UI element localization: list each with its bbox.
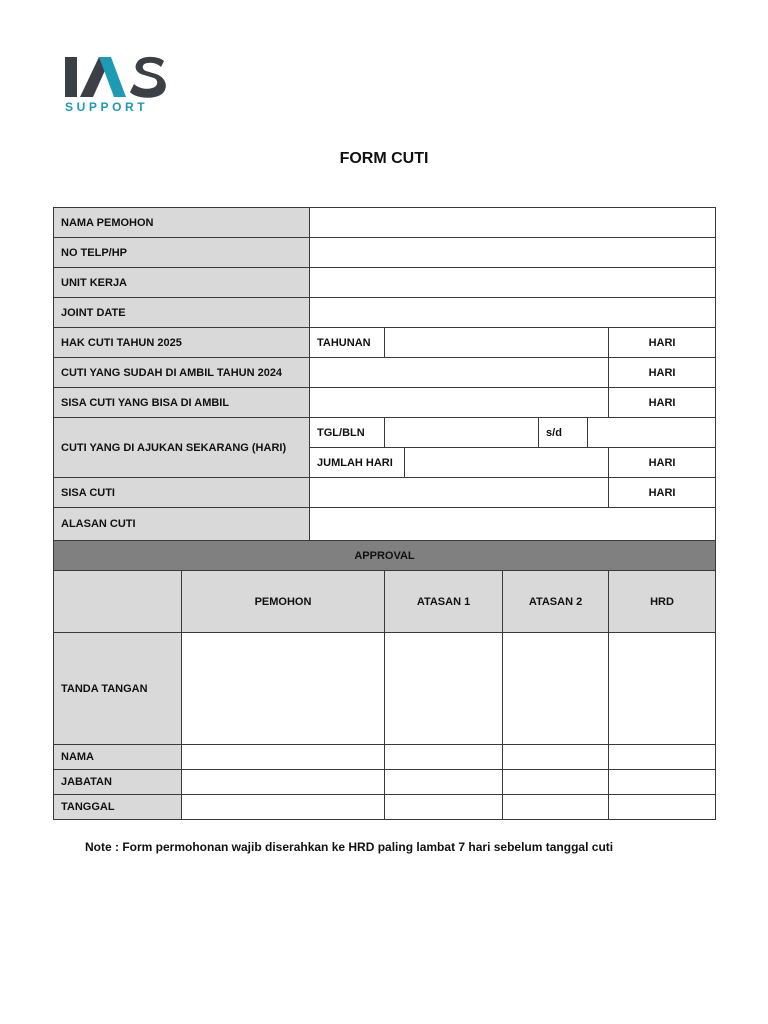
nama-atasan-2-cell[interactable] (503, 745, 609, 770)
label-sisa-bisa: SISA CUTI YANG BISA DI AMBIL (54, 388, 310, 418)
input-hak-cuti[interactable] (385, 328, 609, 358)
row-sisa-bisa (54, 388, 716, 418)
input-sisa-bisa[interactable] (310, 388, 609, 418)
row-tanda-tangan (54, 633, 716, 745)
company-logo (64, 55, 168, 117)
label-tgl-bln: TGL/BLN (310, 418, 385, 448)
jabatan-hrd-cell[interactable] (609, 770, 716, 795)
label-nama-pemohon: NAMA PEMOHON (54, 208, 310, 238)
input-sisa-cuti[interactable] (310, 478, 609, 508)
logo-subtitle: SUPPORT (65, 100, 149, 114)
input-unit-kerja[interactable] (310, 268, 716, 298)
row-hak-cuti (54, 328, 716, 358)
label-hari: HARI (609, 478, 716, 508)
jabatan-atasan-1-cell[interactable] (385, 770, 503, 795)
label-unit-kerja: UNIT KERJA (54, 268, 310, 298)
row-jabatan (54, 770, 716, 795)
row-no-telp (54, 238, 716, 268)
signature-pemohon[interactable] (182, 633, 385, 745)
page-title: FORM CUTI (339, 150, 429, 167)
row-approval-columns (54, 571, 716, 633)
label-hari: HARI (609, 328, 716, 358)
tanggal-atasan-2-cell[interactable] (503, 795, 609, 820)
row-sisa-cuti (54, 478, 716, 508)
leave-form-table (53, 207, 716, 820)
tanggal-hrd-cell[interactable] (609, 795, 716, 820)
row-approval-band (54, 541, 716, 571)
label-sisa-cuti: SISA CUTI (54, 478, 310, 508)
label-cuti-diajukan: CUTI YANG DI AJUKAN SEKARANG (HARI) (54, 418, 310, 478)
input-nama-pemohon[interactable] (310, 208, 716, 238)
row-joint-date (54, 298, 716, 328)
label-hak-cuti: HAK CUTI TAHUN 2025 (54, 328, 310, 358)
signature-atasan-2[interactable] (503, 633, 609, 745)
label-alasan-cuti: ALASAN CUTI (54, 508, 310, 541)
row-alasan-cuti (54, 508, 716, 541)
label-hari: HARI (609, 448, 716, 478)
approval-heading: APPROVAL (54, 541, 716, 571)
nama-hrd-cell[interactable] (609, 745, 716, 770)
row-tanggal (54, 795, 716, 820)
tanggal-atasan-1-cell[interactable] (385, 795, 503, 820)
label-nama: NAMA (54, 745, 182, 770)
row-unit-kerja (54, 268, 716, 298)
input-joint-date[interactable] (310, 298, 716, 328)
ias-logo-mark (64, 55, 168, 99)
input-alasan-cuti[interactable] (310, 508, 716, 541)
label-cuti-diambil: CUTI YANG SUDAH DI AMBIL TAHUN 2024 (54, 358, 310, 388)
label-hari: HARI (609, 388, 716, 418)
label-tanggal: TANGGAL (54, 795, 182, 820)
input-tanggal-selesai[interactable] (588, 418, 716, 448)
label-jabatan: JABATAN (54, 770, 182, 795)
approval-corner (54, 571, 182, 633)
label-tahunan: TAHUNAN (310, 328, 385, 358)
row-nama-pemohon (54, 208, 716, 238)
nama-pemohon-cell[interactable] (182, 745, 385, 770)
label-sd: s/d (539, 418, 588, 448)
input-jumlah-hari[interactable] (405, 448, 609, 478)
tanggal-pemohon-cell[interactable] (182, 795, 385, 820)
label-jumlah-hari: JUMLAH HARI (310, 448, 405, 478)
jabatan-pemohon-cell[interactable] (182, 770, 385, 795)
label-joint-date: JOINT DATE (54, 298, 310, 328)
footer-note: Note : Form permohonan wajib diserahkan ke HRD paling lambat 7 hari sebelum tanggal cuti (85, 840, 614, 854)
label-no-telp: NO TELP/HP (54, 238, 310, 268)
column-hrd: HRD (609, 571, 716, 633)
row-cuti-diambil (54, 358, 716, 388)
row-cuti-diajukan-tanggal (54, 418, 716, 448)
input-cuti-diambil[interactable] (310, 358, 609, 388)
nama-atasan-1-cell[interactable] (385, 745, 503, 770)
column-pemohon: PEMOHON (182, 571, 385, 633)
column-atasan-2: ATASAN 2 (503, 571, 609, 633)
label-tanda-tangan: TANDA TANGAN (54, 633, 182, 745)
signature-hrd[interactable] (609, 633, 716, 745)
label-hari: HARI (609, 358, 716, 388)
input-no-telp[interactable] (310, 238, 716, 268)
input-tanggal-mulai[interactable] (385, 418, 539, 448)
jabatan-atasan-2-cell[interactable] (503, 770, 609, 795)
signature-atasan-1[interactable] (385, 633, 503, 745)
row-nama (54, 745, 716, 770)
column-atasan-1: ATASAN 1 (385, 571, 503, 633)
